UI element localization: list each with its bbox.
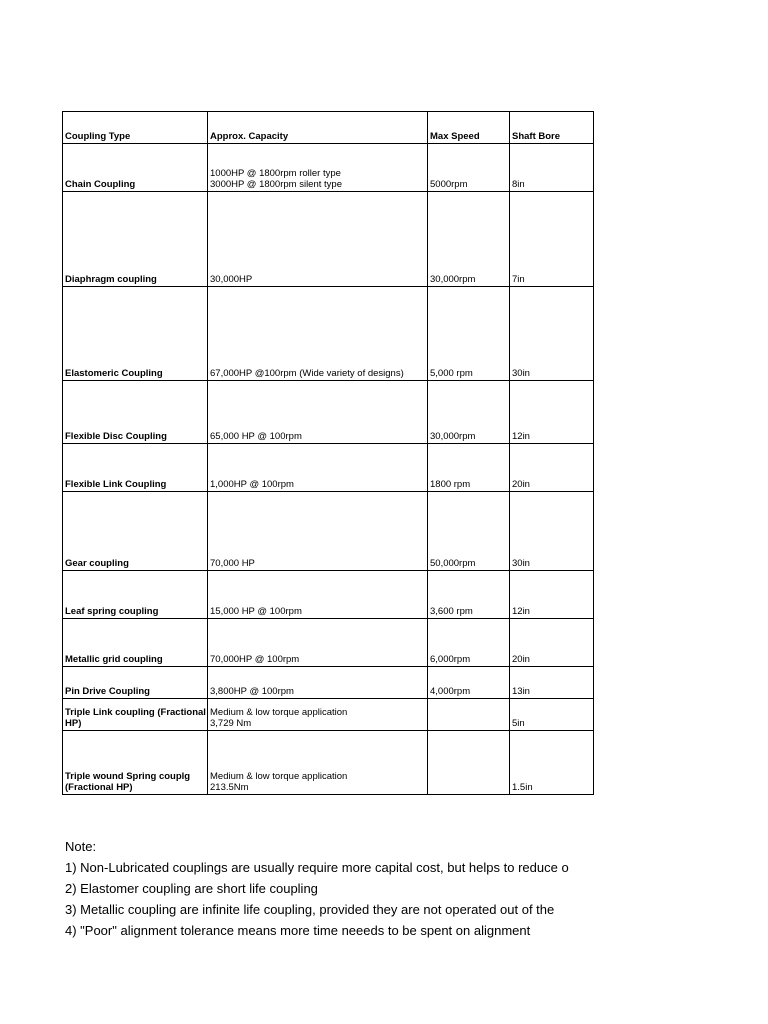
header-shaft-bore: Shaft Bore bbox=[510, 112, 594, 144]
note-item: 3) Metallic coupling are infinite life coupling, provided they are not operated out of the bbox=[65, 902, 555, 917]
table-row bbox=[63, 144, 594, 192]
cell-shaft-bore: 8in bbox=[510, 144, 594, 192]
notes-title: Note: bbox=[65, 839, 97, 854]
coupling-table bbox=[62, 111, 594, 795]
cell-max-speed: 50,000rpm bbox=[428, 492, 510, 571]
capacity-line: 3000HP @ 1800rpm silent type bbox=[210, 179, 342, 190]
cell-approx-capacity bbox=[208, 699, 428, 731]
table-header-row bbox=[63, 112, 594, 144]
cell-shaft-bore: 1.5in bbox=[510, 731, 594, 795]
cell-approx-capacity bbox=[208, 571, 428, 619]
cell-max-speed: 1800 rpm bbox=[428, 444, 510, 492]
cell-approx-capacity bbox=[208, 731, 428, 795]
capacity-line: 67,000HP @100rpm (Wide variety of designs) bbox=[210, 368, 404, 379]
table-row bbox=[63, 619, 594, 667]
table-row bbox=[63, 699, 594, 731]
cell-shaft-bore: 12in bbox=[510, 571, 594, 619]
coupling-table-body bbox=[63, 112, 594, 795]
cell-approx-capacity bbox=[208, 492, 428, 571]
cell-max-speed: 5000rpm bbox=[428, 144, 510, 192]
table-row bbox=[63, 492, 594, 571]
cell-coupling-type: Triple Link coupling (Fractional HP) bbox=[63, 699, 208, 731]
cell-approx-capacity bbox=[208, 381, 428, 444]
cell-shaft-bore: 13in bbox=[510, 667, 594, 699]
header-coupling-type: Coupling Type bbox=[63, 112, 208, 144]
table-row bbox=[63, 381, 594, 444]
cell-coupling-type: Pin Drive Coupling bbox=[63, 667, 208, 699]
cell-shaft-bore: 30in bbox=[510, 287, 594, 381]
table-row bbox=[63, 667, 594, 699]
cell-approx-capacity bbox=[208, 667, 428, 699]
capacity-line: 30,000HP bbox=[210, 274, 253, 285]
cell-max-speed bbox=[428, 731, 510, 795]
cell-coupling-type: Leaf spring coupling bbox=[63, 571, 208, 619]
cell-max-speed: 6,000rpm bbox=[428, 619, 510, 667]
cell-coupling-type: Gear coupling bbox=[63, 492, 208, 571]
cell-max-speed: 30,000rpm bbox=[428, 381, 510, 444]
capacity-line: 3,800HP @ 100rpm bbox=[210, 686, 294, 697]
cell-coupling-type: Triple wound Spring couplg (Fractional HP) bbox=[63, 731, 208, 795]
cell-max-speed: 4,000rpm bbox=[428, 667, 510, 699]
cell-approx-capacity bbox=[208, 144, 428, 192]
capacity-line: 1,000HP @ 100rpm bbox=[210, 479, 294, 490]
capacity-line: 70,000 HP bbox=[210, 558, 255, 569]
note-item: 4) "Poor" alignment tolerance means more time neeeds to be spent on alignment bbox=[65, 923, 531, 938]
table-row bbox=[63, 287, 594, 381]
capacity-line: 213.5Nm bbox=[210, 782, 249, 793]
table-row bbox=[63, 731, 594, 795]
note-item: 2) Elastomer coupling are short life coupling bbox=[65, 881, 318, 896]
cell-shaft-bore: 5in bbox=[510, 699, 594, 731]
cell-coupling-type: Diaphragm coupling bbox=[63, 192, 208, 287]
table-row bbox=[63, 444, 594, 492]
cell-shaft-bore: 20in bbox=[510, 444, 594, 492]
cell-approx-capacity bbox=[208, 444, 428, 492]
cell-coupling-type: Flexible Link Coupling bbox=[63, 444, 208, 492]
cell-shaft-bore: 12in bbox=[510, 381, 594, 444]
capacity-line: Medium & low torque application bbox=[210, 771, 348, 782]
cell-coupling-type: Metallic grid coupling bbox=[63, 619, 208, 667]
cell-approx-capacity bbox=[208, 619, 428, 667]
cell-max-speed: 5,000 rpm bbox=[428, 287, 510, 381]
capacity-line: 3,729 Nm bbox=[210, 718, 252, 729]
cell-shaft-bore: 7in bbox=[510, 192, 594, 287]
notes-section bbox=[65, 836, 595, 941]
header-approx-capacity: Approx. Capacity bbox=[208, 112, 428, 144]
cell-coupling-type: Flexible Disc Coupling bbox=[63, 381, 208, 444]
capacity-line: 15,000 HP @ 100rpm bbox=[210, 606, 302, 617]
capacity-line: 1000HP @ 1800rpm roller type bbox=[210, 168, 341, 179]
cell-shaft-bore: 30in bbox=[510, 492, 594, 571]
header-max-speed: Max Speed bbox=[428, 112, 510, 144]
capacity-line: 65,000 HP @ 100rpm bbox=[210, 431, 302, 442]
cell-coupling-type: Chain Coupling bbox=[63, 144, 208, 192]
table-row bbox=[63, 192, 594, 287]
note-item: 1) Non-Lubricated couplings are usually require more capital cost, but helps to reduce o bbox=[65, 860, 569, 875]
cell-max-speed: 30,000rpm bbox=[428, 192, 510, 287]
cell-max-speed bbox=[428, 699, 510, 731]
cell-approx-capacity bbox=[208, 192, 428, 287]
capacity-line: 70,000HP @ 100rpm bbox=[210, 654, 300, 665]
table-row bbox=[63, 571, 594, 619]
cell-shaft-bore: 20in bbox=[510, 619, 594, 667]
capacity-line: Medium & low torque application bbox=[210, 707, 348, 718]
cell-coupling-type: Elastomeric Coupling bbox=[63, 287, 208, 381]
cell-approx-capacity bbox=[208, 287, 428, 381]
cell-max-speed: 3,600 rpm bbox=[428, 571, 510, 619]
